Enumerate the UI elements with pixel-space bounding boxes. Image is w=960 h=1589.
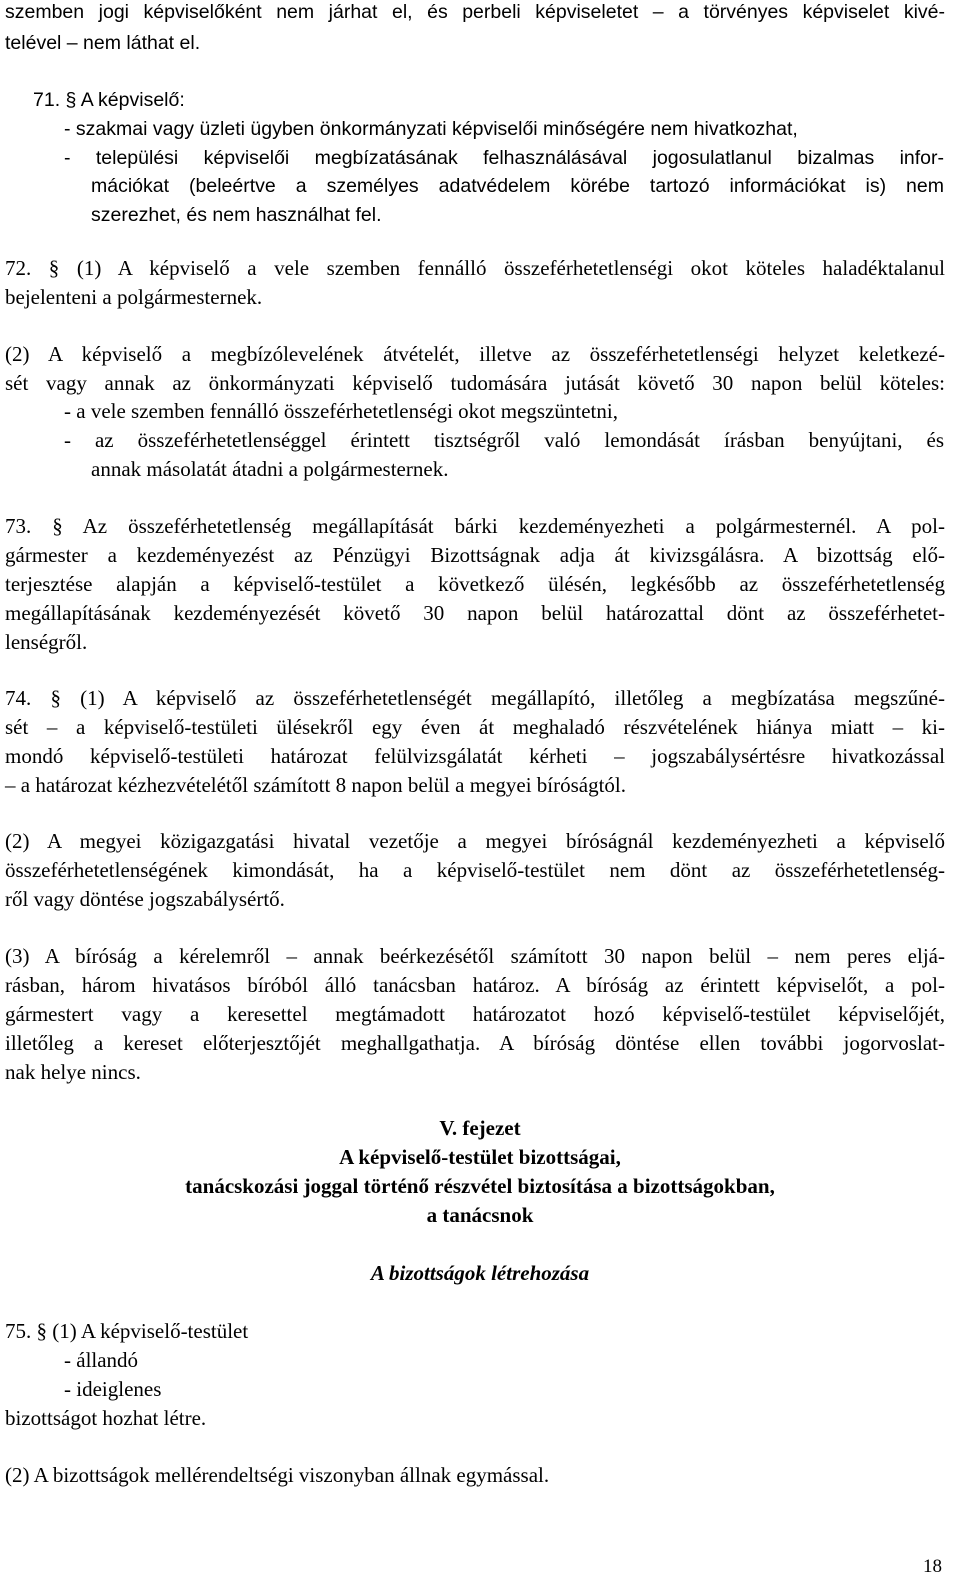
paragraph-line: (2) A képviselő a megbízólevelének átvételét, illetve az összeférhetetlenségi helyzet keletkezé- xyxy=(5,342,945,366)
paragraph-line: megállapításának kezdeményezését követő 30 napon belül határozattal dönt az összeférhetet- xyxy=(5,601,945,625)
section-71-heading: 71. § A képviselő: xyxy=(33,89,185,111)
section-subtitle: A bizottságok létrehozása xyxy=(370,1261,590,1285)
chapter-title: a tanácsnok xyxy=(426,1203,534,1227)
section-73-paragraph: 73. § Az összeférhetetlenség megállapítását bárki kezdeményezheti a polgármesternél. A pol- xyxy=(5,514,945,538)
paragraph-line: gármester a kezdeményezést az Pénzügyi Bizottságnak adja át kivizsgálásra. A bizottság elő- xyxy=(5,543,945,567)
paragraph-line: nak helye nincs. xyxy=(5,1060,141,1084)
paragraph-line: (2) A megyei közigazgatási hivatal vezetője a megyei bíróságnál kezdeményezheti a képviselő xyxy=(5,829,945,853)
paragraph-line: szemben jogi képviselőként nem járhat el, és perbeli képviseletet – a törvényes képviselet kivé- xyxy=(5,1,945,23)
paragraph-line: lenségről. xyxy=(5,630,88,654)
chapter-title: A képviselő-testület bizottságai, xyxy=(339,1145,621,1169)
list-item-continuation: szerezhet, és nem használhat fel. xyxy=(91,204,382,226)
paragraph-line: összeférhetetlenségének kimondását, ha a képviselő-testület nem dönt az összeférhetetlenség- xyxy=(5,858,945,882)
paragraph-line: bizottságot hozhat létre. xyxy=(5,1406,207,1430)
paragraph-line: terjesztése alapján a képviselő-testület a következő ülésén, legkésőbb az összeférhetetlenség xyxy=(5,572,945,596)
paragraph-line: (2) A bizottságok mellérendeltségi viszonyban állnak egymással. xyxy=(5,1463,550,1487)
section-72-paragraph: 72. § (1) A képviselő a vele szemben fennálló összeférhetetlenségi okot köteles haladéktalanul xyxy=(5,256,945,280)
paragraph-line: ről vagy döntése jogszabálysértő. xyxy=(5,887,285,911)
list-item-continuation: annak másolatát átadni a polgármesternek. xyxy=(91,457,449,481)
paragraph-line: illetőleg a kereset előterjesztőjét meghallgathatja. A bíróság döntése ellen további jogorvoslat- xyxy=(5,1031,945,1055)
list-item: - települési képviselői megbízatásának felhasználásával jogosulatlanul bizalmas infor- xyxy=(64,147,944,169)
page-number: 18 xyxy=(923,1556,942,1577)
paragraph-line: – a határozat kézhezvételétől számított 8 napon belül a megyei bíróságtól. xyxy=(5,773,627,797)
paragraph-line: gármestert vagy a keresettel megtámadott határozatot hozó képviselő-testület képviselőjét, xyxy=(5,1002,945,1026)
paragraph-line: bejelenteni a polgármesternek. xyxy=(5,285,263,309)
paragraph-line: rásban, három hivatásos bíróból álló tanácsban határoz. A bíróság az érintett képviselőt, a pol- xyxy=(5,973,945,997)
list-item: - az összeférhetetlenséggel érintett tisztségről való lemondását írásban benyújtani, és xyxy=(64,428,944,452)
list-item: - állandó xyxy=(64,1348,139,1372)
paragraph-line: sét vagy annak az önkormányzati képviselő tudomására jutását követő 30 napon belül köteles: xyxy=(5,371,945,395)
chapter-title: tanácskozási joggal történő részvétel biztosítása a bizottságokban, xyxy=(185,1174,775,1198)
paragraph-line: telével – nem láthat el. xyxy=(5,32,201,54)
paragraph-line: sét – a képviselő-testületi ülésekről egy éven át meghaladó részvételének hiánya miatt – ki- xyxy=(5,715,945,739)
paragraph-line: (3) A bíróság a kérelemről – annak beérkezésétől számított 30 napon belül – nem peres eljá- xyxy=(5,944,945,968)
section-74-paragraph: 74. § (1) A képviselő az összeférhetetlenségét megállapító, illetőleg a megbízatása megszűné- xyxy=(5,686,945,710)
list-item: - a vele szemben fennálló összeférhetetlenségi okot megszüntetni, xyxy=(64,399,618,423)
list-item: - ideiglenes xyxy=(64,1377,162,1401)
list-item-continuation: mációkat (beleértve a személyes adatvédelem körébe tartozó információkat is) nem xyxy=(91,175,944,197)
chapter-number: V. fejezet xyxy=(439,1116,521,1140)
list-item: - szakmai vagy üzleti ügyben önkormányzati képviselői minőségére nem hivatkozhat, xyxy=(64,118,798,140)
section-75-paragraph: 75. § (1) A képviselő-testület xyxy=(5,1319,249,1343)
paragraph-line: mondó képviselő-testületi határozat felülvizsgálatát kérheti – jogszabálysértésre hivatkozással xyxy=(5,744,945,768)
